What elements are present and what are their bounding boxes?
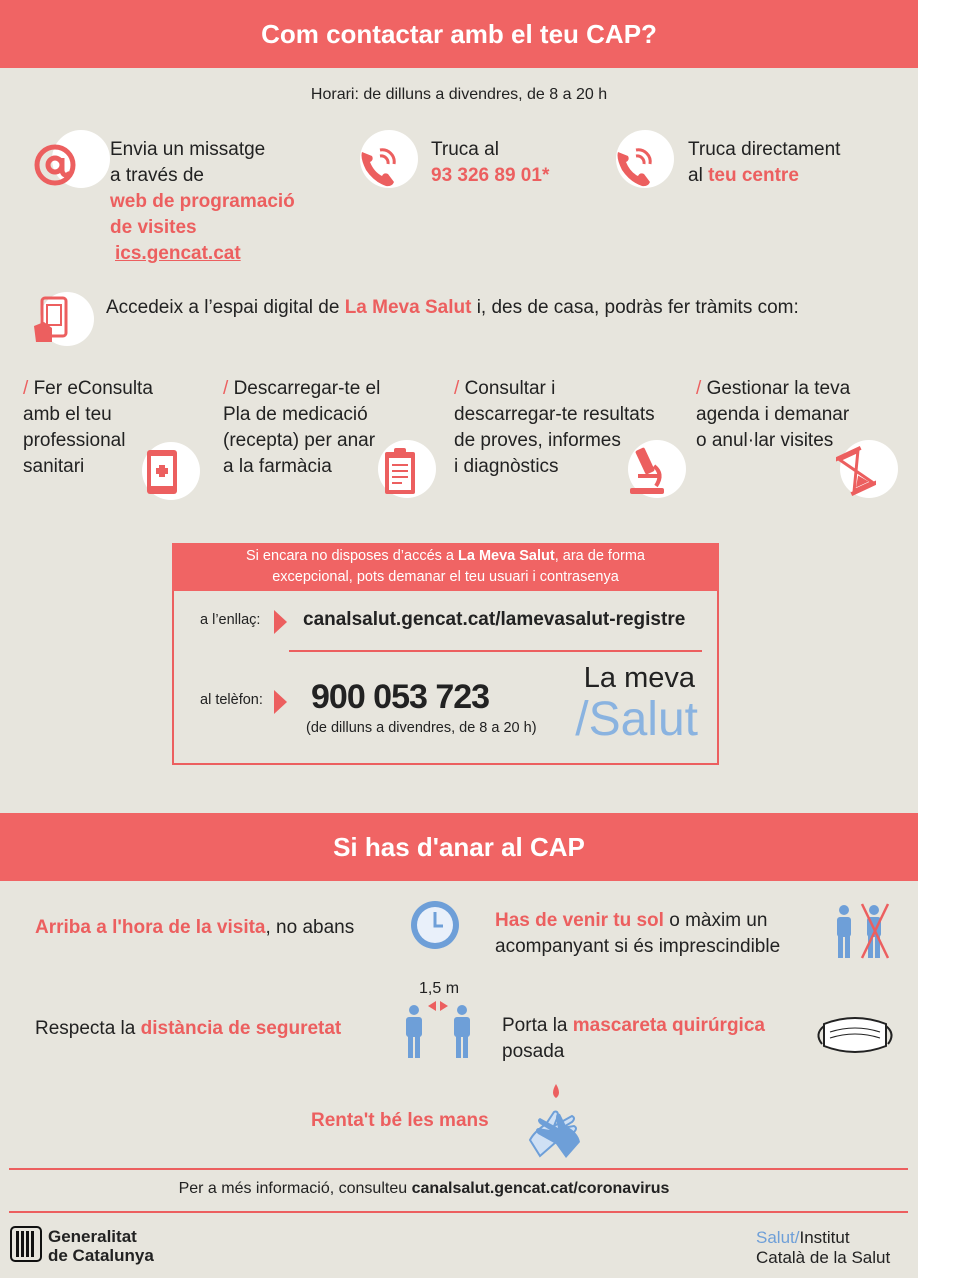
tablet-icon bbox=[145, 448, 181, 501]
mask-icon bbox=[812, 1012, 898, 1063]
schedule-text: Horari: de dilluns a divendres, de 8 a 20 h bbox=[310, 86, 608, 103]
mobile-icon bbox=[32, 296, 78, 351]
arrow-right-icon bbox=[274, 690, 287, 714]
distance-value: 1,5 m bbox=[419, 980, 460, 997]
slash-mark: / bbox=[23, 378, 29, 399]
direct-line1: Truca directament bbox=[688, 139, 841, 160]
arrow-right-icon bbox=[274, 610, 287, 634]
distance-prefix: Respecta la bbox=[35, 1018, 141, 1039]
service-line: sanitari bbox=[23, 456, 85, 477]
arrive-highlight: Arriba a l'hora de la visita bbox=[35, 917, 266, 938]
service-line: descarregar-te resultats bbox=[454, 404, 655, 425]
your-centre-link[interactable]: teu centre bbox=[708, 165, 799, 186]
mask-suffix: posada bbox=[502, 1041, 565, 1062]
distance-tip bbox=[35, 1016, 341, 1042]
distance-people-icon bbox=[398, 998, 478, 1065]
service-medication bbox=[223, 376, 380, 480]
slash-mark: / bbox=[223, 378, 229, 399]
message-line2: a través de bbox=[110, 165, 204, 186]
service-line: Consultar i bbox=[464, 378, 556, 399]
gencat-logo-text bbox=[48, 1227, 154, 1265]
hands-washing-icon bbox=[526, 1082, 586, 1165]
notice-suffix: , ara de forma bbox=[554, 548, 645, 564]
service-line: a la farmàcia bbox=[223, 456, 332, 477]
header-banner bbox=[0, 0, 918, 68]
web-booking-link[interactable]: web de programació bbox=[110, 191, 295, 212]
service-line: de proves, informes bbox=[454, 430, 621, 451]
microscope-icon bbox=[624, 444, 670, 503]
gencat-line1: Generalitat bbox=[48, 1227, 137, 1246]
access-notice bbox=[172, 543, 719, 591]
section2-banner bbox=[0, 813, 918, 881]
arrive-rest: , no abans bbox=[265, 917, 355, 938]
gencat-line2: de Catalunya bbox=[48, 1246, 154, 1265]
digital-suffix: i, des de casa, podràs fer tràmits com: bbox=[476, 297, 799, 318]
ics-logo bbox=[756, 1228, 890, 1268]
service-line: Descarregar-te el bbox=[233, 378, 381, 399]
phone-direct-icon bbox=[612, 142, 660, 195]
service-line: Gestionar la teva bbox=[706, 378, 851, 399]
digital-access-text bbox=[106, 295, 799, 321]
digital-prefix: Accedeix a l’espai digital de bbox=[106, 297, 340, 318]
phone-hours: (de dilluns a divendres, de 8 a 20 h) bbox=[306, 720, 537, 736]
message-line1: Envia un missatge bbox=[110, 139, 266, 160]
arrive-tip bbox=[35, 915, 354, 941]
ics-gencat-link[interactable]: ics.gencat.cat bbox=[115, 243, 241, 264]
phone-label: al telèfon: bbox=[200, 692, 263, 708]
ics-line2: Català de la Salut bbox=[756, 1248, 891, 1267]
direct-contact-block bbox=[688, 137, 840, 189]
alone-tip bbox=[495, 908, 780, 960]
hands-tip: Renta't bé les mans bbox=[311, 1110, 489, 1131]
divider bbox=[289, 650, 702, 652]
support-phone-number[interactable]: 900 053 723 bbox=[311, 678, 490, 716]
logo-salut: /Salut bbox=[575, 693, 698, 746]
coronavirus-link[interactable]: canalsalut.gencat.cat/coronavirus bbox=[411, 1180, 670, 1197]
salut-word: Salut bbox=[756, 1228, 795, 1247]
institut-word: Institut bbox=[799, 1228, 850, 1247]
link-label: a l’enllaç: bbox=[200, 612, 261, 628]
service-line: professional bbox=[23, 430, 126, 451]
salut-slash: / bbox=[794, 1228, 800, 1247]
service-line: i diagnòstics bbox=[454, 456, 559, 477]
service-line: Fer eConsulta bbox=[33, 378, 153, 399]
call-number[interactable]: 93 326 89 01* bbox=[431, 165, 550, 186]
alone-highlight: Has de venir tu sol bbox=[495, 910, 664, 931]
more-info bbox=[0, 1180, 848, 1198]
service-line: agenda i demanar bbox=[696, 404, 850, 425]
web-booking-link-cont[interactable]: de visites bbox=[110, 217, 197, 238]
notice-prefix: Si encara no disposes d’accés a bbox=[246, 548, 454, 564]
prescription-icon bbox=[382, 446, 420, 501]
clock-icon bbox=[410, 900, 460, 955]
slash-mark: / bbox=[696, 378, 702, 399]
slash-mark: / bbox=[454, 378, 460, 399]
mask-prefix: Porta la bbox=[502, 1015, 573, 1036]
direct-prefix: al bbox=[688, 165, 703, 186]
info-prefix: Per a més informació, consulteu bbox=[178, 1180, 408, 1197]
service-line: Pla de medicació bbox=[223, 404, 368, 425]
notice-line2: excepcional, pots demanar el teu usuari i contrasenya bbox=[272, 569, 619, 585]
notice-brand: La Meva Salut bbox=[458, 548, 555, 564]
call-contact-block bbox=[431, 137, 549, 189]
gencat-logo-icon bbox=[10, 1226, 42, 1267]
distance-highlight: distància de seguretat bbox=[140, 1018, 342, 1039]
service-econsulta bbox=[23, 376, 153, 480]
footer-divider-top bbox=[9, 1168, 908, 1170]
message-contact-block bbox=[110, 137, 295, 267]
two-people-icon bbox=[832, 902, 892, 967]
service-line: o anul·lar visites bbox=[696, 430, 834, 451]
call-prefix: Truca al bbox=[431, 139, 499, 160]
page-title: Com contactar amb el teu CAP? bbox=[261, 19, 657, 49]
footer-divider-bottom bbox=[9, 1211, 908, 1213]
service-line: amb el teu bbox=[23, 404, 112, 425]
alone-rest2: acompanyant si és imprescindible bbox=[495, 936, 781, 957]
service-agenda bbox=[696, 376, 850, 454]
at-icon bbox=[32, 140, 82, 195]
mask-highlight: mascareta quirúrgica bbox=[572, 1015, 765, 1036]
section2-title: Si has d'anar al CAP bbox=[333, 832, 585, 862]
mask-tip bbox=[502, 1013, 765, 1065]
la-meva-salut-brand[interactable]: La Meva Salut bbox=[344, 297, 472, 318]
registration-link[interactable]: canalsalut.gencat.cat/lamevasalut-registre bbox=[303, 609, 686, 630]
logo-la-meva: La meva bbox=[583, 662, 695, 694]
service-line: (recepta) per anar bbox=[223, 430, 376, 451]
phone-icon bbox=[356, 142, 404, 195]
hourglass-icon bbox=[836, 446, 876, 501]
alone-rest1: o màxim un bbox=[663, 910, 768, 931]
